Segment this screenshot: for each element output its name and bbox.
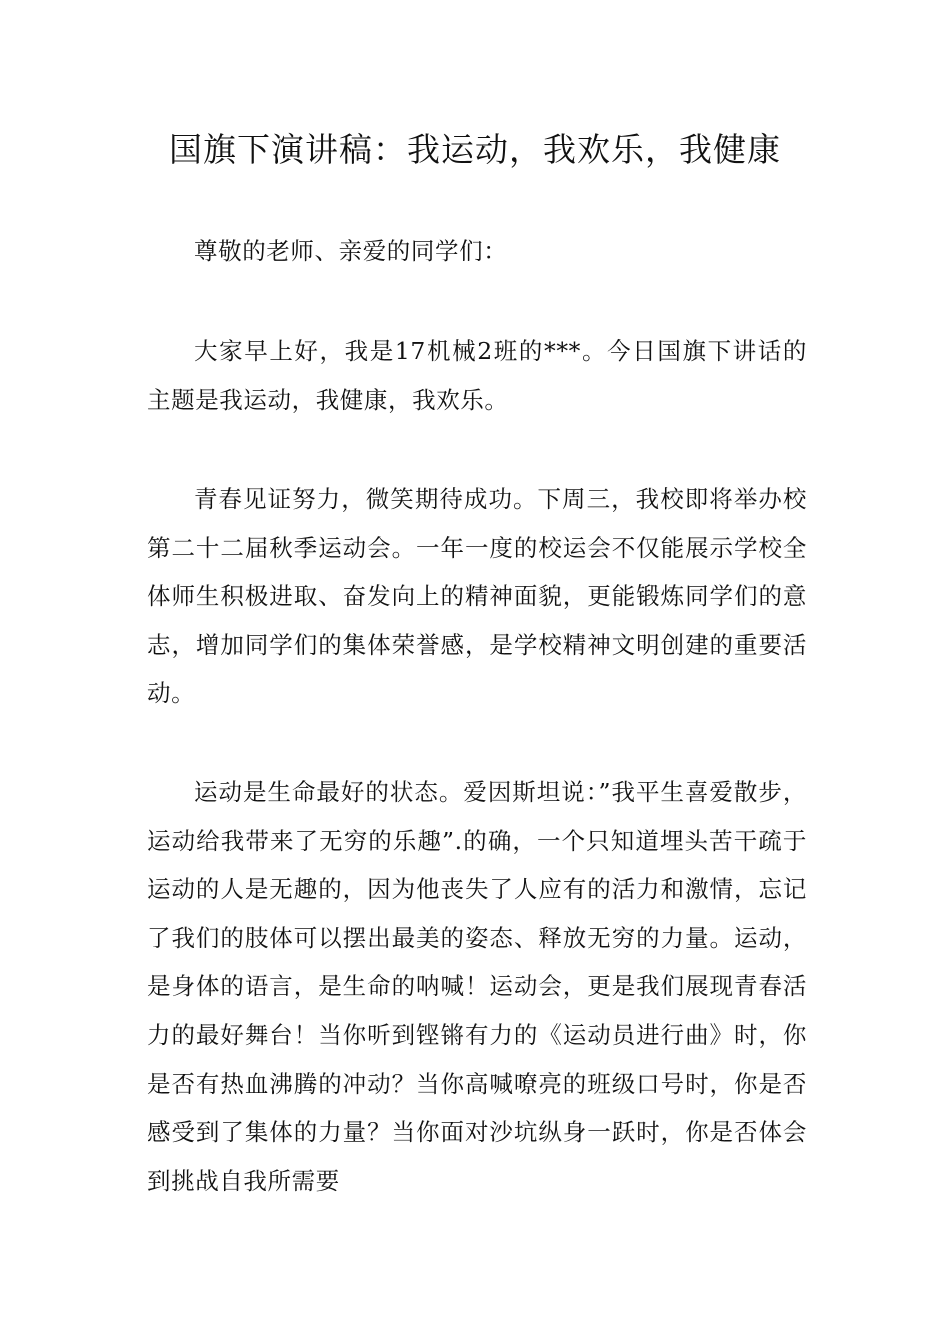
greeting-paragraph: 尊敬的老师、亲爱的同学们： bbox=[194, 237, 508, 265]
intro-paragraph: 大家早上好，我是17机械2班的***。今日国旗下讲话的主题是我运动，我健康，我欢乐。 bbox=[147, 337, 807, 414]
sports-meet-paragraph: 青春见证努力，微笑期待成功。下周三，我校即将举办校第二十二届秋季运动会。一年一度的校运会不仅能展示学校全体师生积极进取、奋发向上的精神面貌，更能锻炼同学们的意志，增加同学们的集体荣誉感，是学校精神文明创建的重要活动。 bbox=[147, 485, 807, 708]
document-title: 国旗下演讲稿：我运动，我欢乐，我健康 bbox=[169, 130, 781, 169]
exercise-paragraph: 运动是生命最好的状态。爱因斯坦说：”我平生喜爱散步，运动给我带来了无穷的乐趣”.的确，一个只知道埋头苦干疏于运动的人是无趣的，因为他丧失了人应有的活力和激情，忘记了我们的肢体可以摆出最美的姿态、释放无穷的力量。运动，是身体的语言，是生命的呐喊！运动会，更是我们展现青春活力的最好舞台！当你听到铿锵有力的《运动员进行曲》时，你是否有热血沸腾的冲动？当你高喊嘹亮的班级口号时，你是否感受到了集体的力量？当你面对沙坑纵身一跃时，你是否体会到挑战自我所需要 bbox=[147, 778, 807, 1195]
